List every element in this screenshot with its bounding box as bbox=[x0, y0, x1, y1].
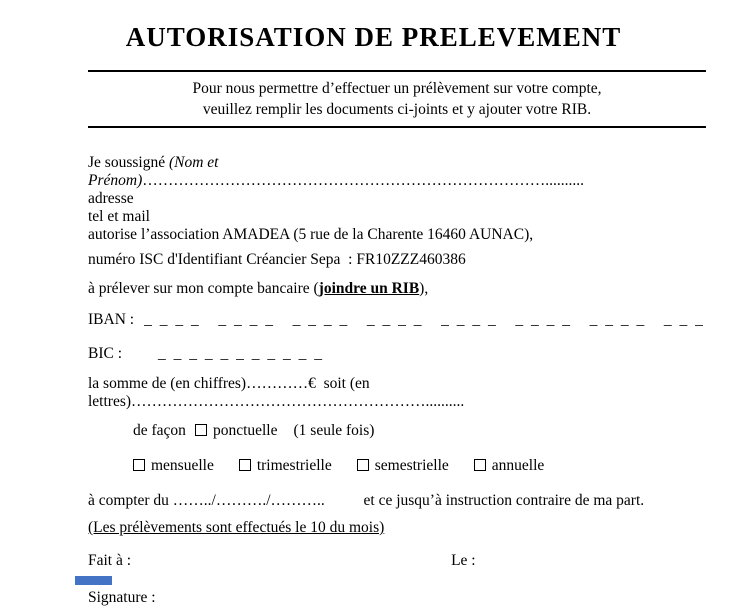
divider-top bbox=[88, 70, 706, 72]
prelevement-note bbox=[88, 519, 706, 537]
semestrielle-checkbox[interactable] bbox=[357, 459, 369, 471]
somme-line bbox=[88, 375, 706, 411]
frequency-option-trimestrielle bbox=[239, 457, 332, 475]
field-tel-mail: tel et mail bbox=[88, 208, 150, 225]
frequency-options-row bbox=[133, 457, 706, 475]
mensuelle-label: mensuelle bbox=[151, 457, 214, 474]
iban-row bbox=[88, 311, 706, 329]
intro-text bbox=[88, 78, 706, 120]
bic-input-blanks: _ _ _ _ _ _ _ _ _ _ _ bbox=[158, 345, 325, 362]
fait-le-row bbox=[88, 552, 706, 570]
ics-line: numéro ISC d'Identifiant Créancier Sepa : FR10ZZZ460386 bbox=[88, 251, 466, 268]
prelever-prefix: à prélever sur mon compte bancaire ( bbox=[88, 280, 319, 297]
semestrielle-label: semestrielle bbox=[374, 457, 449, 474]
iban-input-blanks: _ _ _ _ _ _ _ _ _ _ _ _ _ _ _ _ _ _ _ _ _ _ _ _ _ _ _ _ _ _ _ bbox=[144, 311, 705, 328]
prelever-suffix: ), bbox=[419, 280, 429, 297]
soussigne-hint: (Nom et Prénom) bbox=[88, 154, 219, 189]
joindre-rib-emphasis: joindre un RIB bbox=[318, 280, 420, 297]
ponctuelle-label: ponctuelle bbox=[212, 422, 278, 439]
ponctuelle-note: (1 seule fois) bbox=[293, 422, 375, 439]
annuelle-label: annuelle bbox=[491, 457, 545, 474]
field-soussigne bbox=[88, 154, 706, 190]
compter-line: à compter du ……../………./……….. et ce jusqu’à instruction contraire de ma part. bbox=[88, 492, 645, 509]
ponctuelle-checkbox[interactable] bbox=[195, 424, 207, 436]
frequency-option-semestrielle bbox=[357, 457, 449, 475]
trimestrielle-checkbox[interactable] bbox=[239, 459, 251, 471]
somme-prefix: la somme de (en chiffres)…………€ soit (en lettres) bbox=[88, 375, 374, 410]
soussigne-dotted-line: …………………………………………………………………….......... bbox=[142, 172, 584, 189]
frequency-option-annuelle bbox=[474, 457, 545, 475]
selection-artifact bbox=[75, 576, 112, 585]
prelever-line bbox=[88, 280, 706, 298]
signature-label: Signature : bbox=[88, 589, 156, 606]
autorise-line: autorise l’association AMADEA (5 rue de la Charente 16460 AUNAC), bbox=[88, 226, 534, 243]
somme-dotted-line: ………………………………………………….......... bbox=[131, 393, 465, 410]
prelevement-note-text: (Les prélèvements sont effectués le 10 du mois) bbox=[88, 519, 385, 536]
bic-row bbox=[88, 345, 706, 363]
bic-label: BIC : bbox=[88, 345, 123, 362]
trimestrielle-label: trimestrielle bbox=[256, 457, 332, 474]
intro-line-2: veuillez remplir les documents ci-joints et y ajouter votre RIB. bbox=[202, 101, 592, 118]
mensuelle-checkbox[interactable] bbox=[133, 459, 145, 471]
field-adresse: adresse bbox=[88, 190, 134, 207]
facon-label: de façon bbox=[133, 422, 186, 439]
frequency-option-mensuelle bbox=[133, 457, 214, 475]
soussigne-label: Je soussigné bbox=[88, 154, 169, 171]
le-label: Le : bbox=[451, 552, 476, 569]
page-title: AUTORISATION DE PRELEVEMENT bbox=[125, 22, 622, 52]
intro-line-1: Pour nous permettre d’effectuer un prélèvement sur votre compte, bbox=[192, 80, 602, 97]
annuelle-checkbox[interactable] bbox=[474, 459, 486, 471]
facon-row bbox=[133, 422, 706, 440]
iban-label: IBAN : bbox=[88, 311, 135, 328]
fait-a-label: Fait à : bbox=[88, 552, 132, 569]
